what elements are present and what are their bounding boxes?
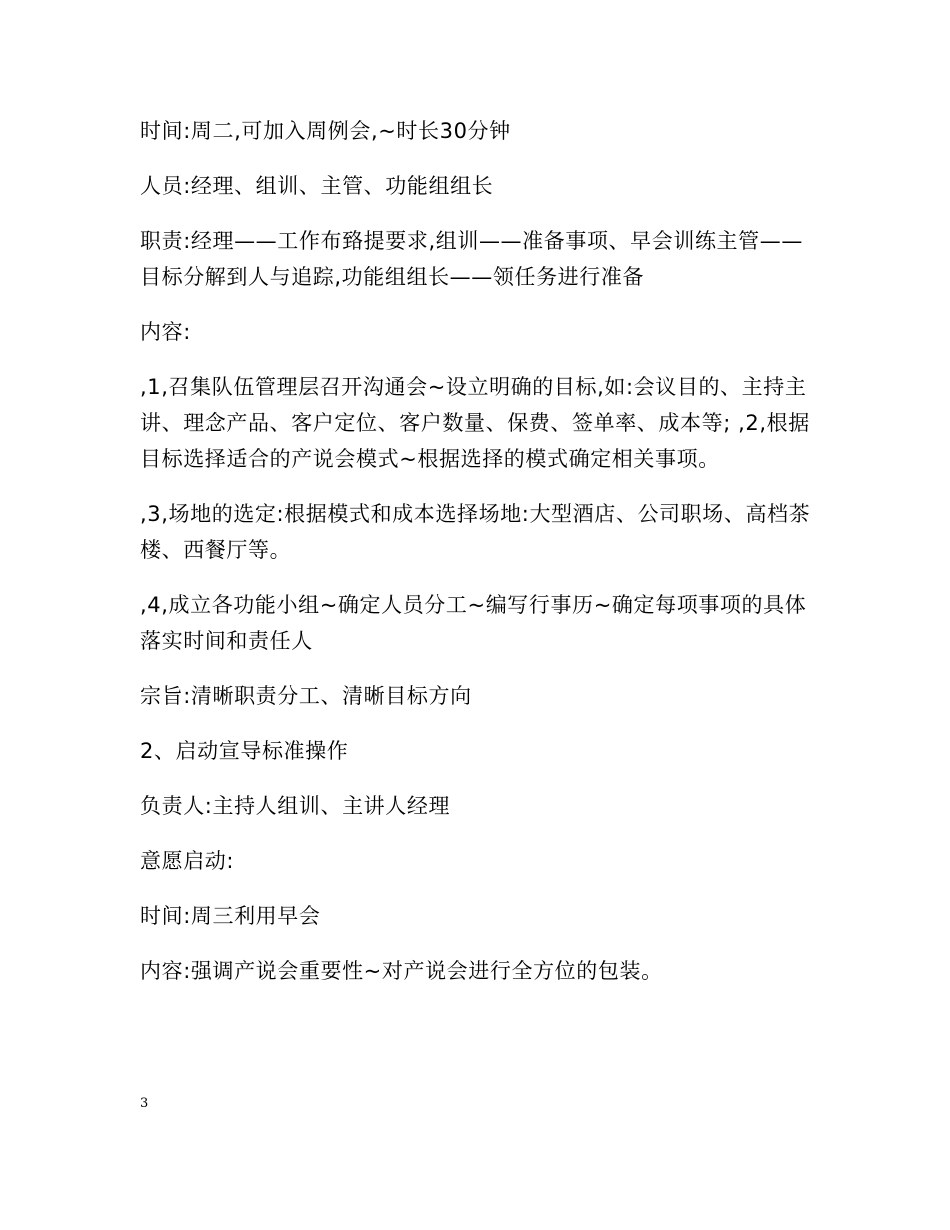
paragraph-item-1-2: ,1,召集队伍管理层召开沟通会~设立明确的目标,如:会议目的、主持主讲、理念产品、客户定位、客户数量、保费、签单率、成本等; ,2,根据目标选择适合的产说会模式~根据选择的模式确定相关事项。 — [140, 375, 810, 471]
paragraph-item-4: ,4,成立各功能小组~确定人员分工~编写行事历~确定每项事项的具体落实时间和责任人 — [140, 593, 807, 653]
paragraph-time-wednesday: 时间:周三利用早会 — [140, 904, 321, 928]
paragraph-duties: 职责:经理——工作布臵提要求,组训——准备事项、早会训练主管——目标分解到人与追踪,功能组组长——领任务进行准备 — [140, 229, 803, 289]
page-number: 3 — [140, 1096, 149, 1111]
paragraph-content-emphasis: 内容:强调产说会重要性~对产说会进行全方位的包装。 — [140, 959, 663, 983]
paragraph-time: 时间:周二,可加入周例会,~时长30分钟 — [140, 119, 511, 143]
paragraph-responsible: 负责人:主持人组训、主讲人经理 — [140, 794, 451, 818]
paragraph-purpose: 宗旨:清晰职责分工、清晰目标方向 — [140, 684, 472, 708]
paragraph-personnel: 人员:经理、组训、主管、功能组组长 — [140, 174, 494, 198]
document-body — [140, 113, 820, 1008]
section-heading-launch: 2、启动宣导标准操作 — [140, 739, 349, 763]
paragraph-item-3: ,3,场地的选定:根据模式和成本选择场地:大型酒店、公司职场、高档茶楼、西餐厅等。 — [140, 502, 811, 562]
paragraph-content-heading: 内容: — [140, 320, 191, 344]
paragraph-intent-launch: 意愿启动: — [140, 849, 235, 873]
